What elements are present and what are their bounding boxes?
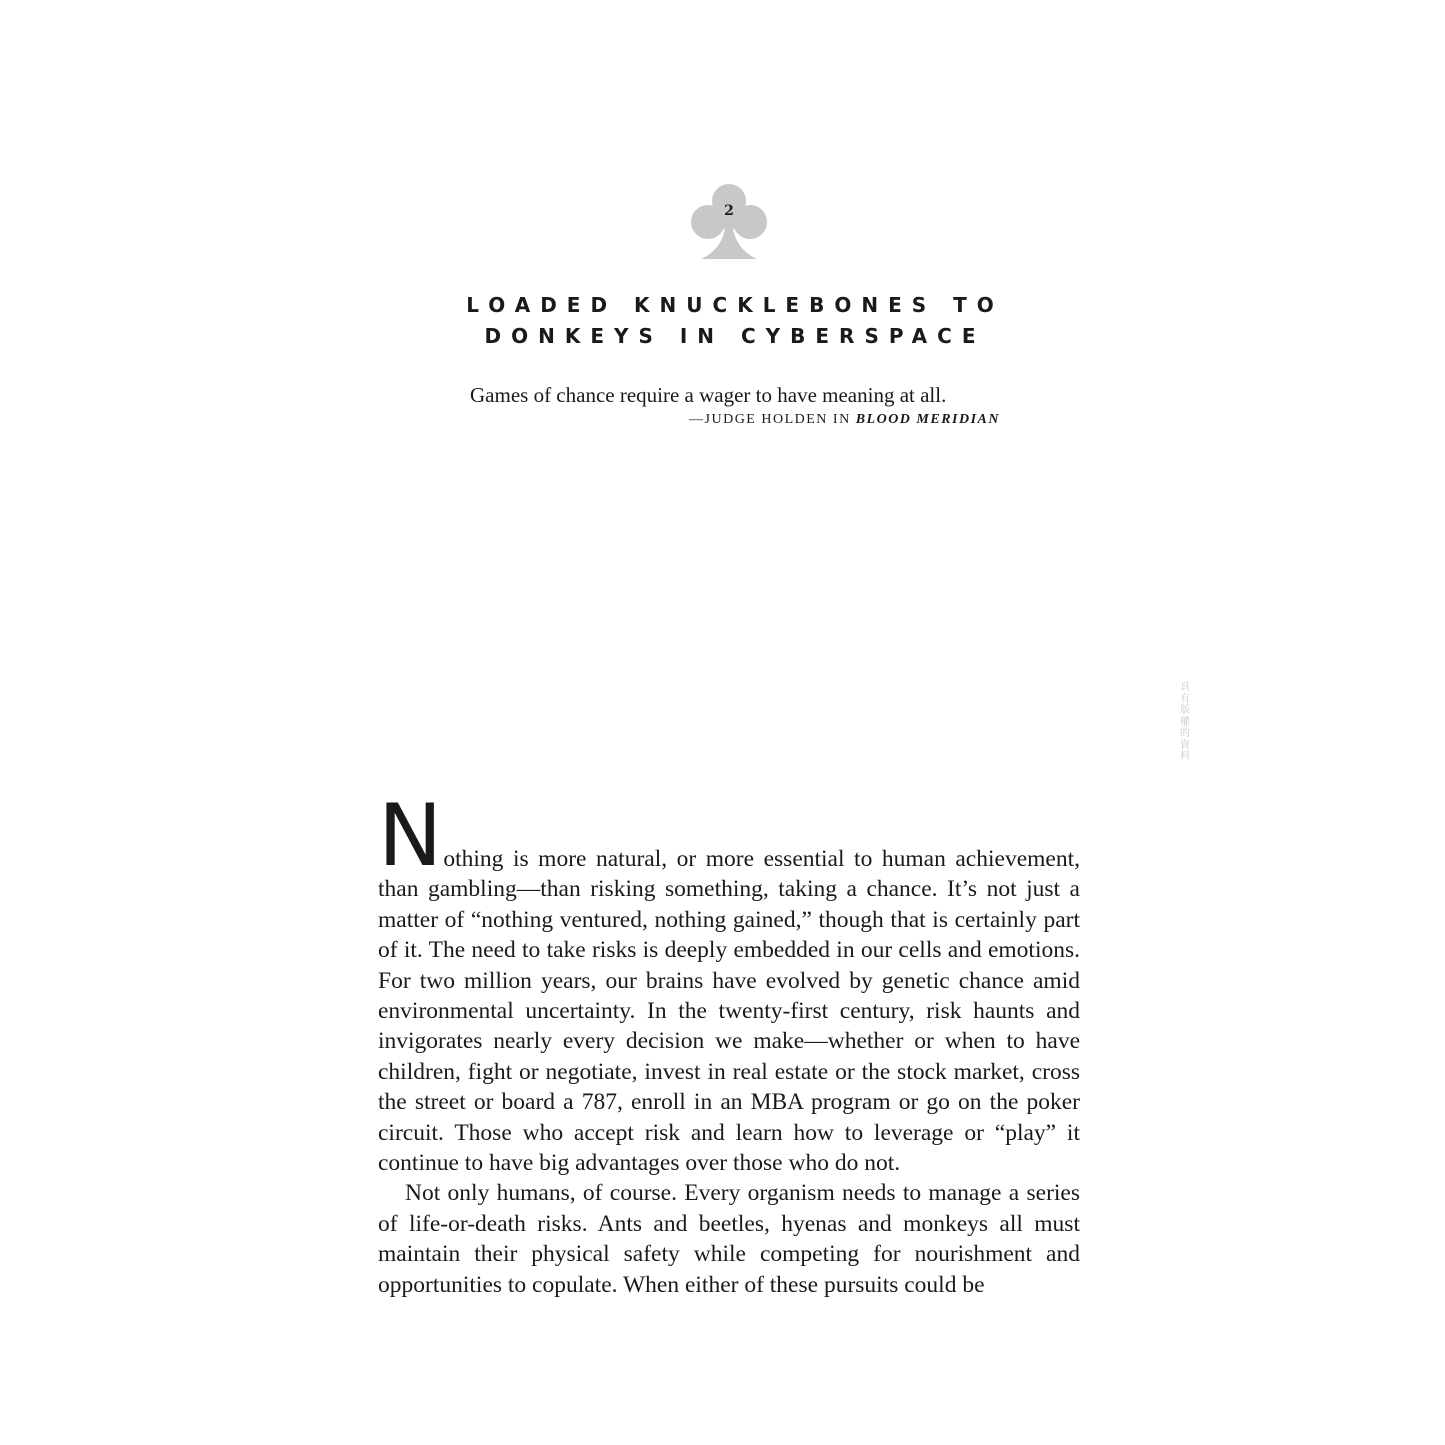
- drop-cap: N: [378, 786, 443, 886]
- body-paragraph-2: Not only humans, of course. Every organism needs to manage a series of life-or-death risks. Ants and beetles, hyenas and monkeys all must maintain their physical safety while competing for nourishment and opportunities to copulate. When either of these pursuits could be: [378, 1180, 1080, 1298]
- chapter-number: 2: [724, 203, 734, 219]
- copyright-watermark: 具有版權的資料: [1180, 682, 1190, 762]
- epigraph-attribution: [470, 412, 1000, 428]
- body-paragraph-1-text: othing is more natural, or more essential to human achievement, than gambling—than risking something, taking a chance. It’s not just a matter of “nothing ventured, nothing gained,” though that is certainly part of it. The need to take risks is deeply embedded in our cells and emotions. For two million years, our brains have evolved by genetic chance amid environmental uncertainty. In the twenty-first century, risk haunts and invigorates nearly every decision we make—whether or when to have children, fight or negotiate, invest in real estate or the stock market, cross the street or board a 787, enroll in an MBA program or go on the poker circuit. Those who accept risk and learn how to leverage or “play” it continue to have big advantages over those who do not.: [378, 846, 1080, 1177]
- epigraph-attribution-author: —JUDGE HOLDEN IN: [689, 412, 856, 427]
- body-paragraph-1: [378, 786, 1080, 1178]
- body-text: [378, 786, 1080, 1300]
- chapter-title-line-1: LOADED KNUCKLEBONES TO: [466, 293, 1004, 317]
- epigraph-attribution-work: BLOOD MERIDIAN: [855, 412, 1000, 427]
- club-suit-icon: [688, 182, 770, 262]
- epigraph-quote: Games of chance require a wager to have meaning at all.: [470, 383, 947, 407]
- chapter-title-line-2: DONKEYS IN CYBERSPACE: [484, 324, 986, 348]
- chapter-title: [380, 290, 1080, 352]
- epigraph: [470, 380, 1000, 428]
